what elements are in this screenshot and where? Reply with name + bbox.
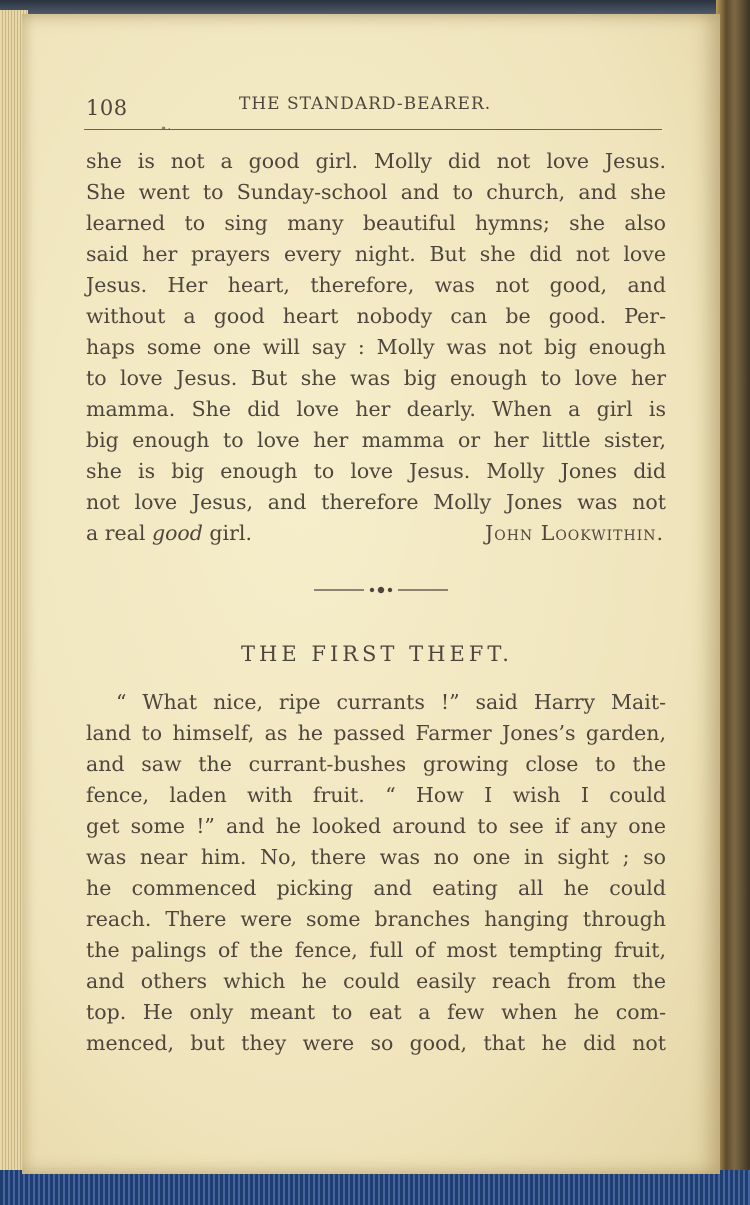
ornament-divider-icon [314, 580, 448, 600]
text-line-last [86, 518, 666, 549]
text-line: she is big enough to love Jesus. Molly Jones did [86, 459, 666, 483]
page-number: 108 [86, 96, 128, 120]
cloth-binding [0, 1170, 750, 1205]
story-body [86, 687, 666, 1059]
text-line: haps some one will say : Molly was not big enough [86, 335, 666, 359]
text-line: big enough to love her mamma or her little sister, [86, 428, 666, 452]
text-line: Jesus. Her heart, therefore, was not good, and [86, 273, 666, 297]
text-line: mamma. She did love her dearly. When a girl is [86, 397, 666, 421]
book-spine-edge [716, 0, 750, 1205]
text-line: menced, but they were so good, that he did not [86, 1031, 666, 1055]
text-line: said her prayers every night. But she did not love [86, 242, 666, 266]
text-line: “ What nice, ripe currants !” said Harry Mait- [116, 690, 666, 714]
text-line: she is not a good girl. Molly did not love Jesus. [86, 149, 666, 173]
text-line: get some !” and he looked around to see if any one [86, 814, 666, 838]
author-signature: John Lookwithin. [485, 521, 664, 545]
text-line: without a good heart nobody can be good. Per- [86, 304, 666, 328]
text-line: land to himself, as he passed Farmer Jones’s garden, [86, 721, 666, 745]
text-line: top. He only meant to eat a few when he com- [86, 1000, 666, 1024]
text-line: learned to sing many beautiful hymns; she also [86, 211, 666, 235]
book-page [22, 14, 720, 1174]
text-line: reach. There were some branches hanging through [86, 907, 666, 931]
ink-mark: •⋅ [160, 122, 172, 136]
text-line: the palings of the fence, full of most tempting fruit, [86, 938, 666, 962]
text-span: a real [86, 521, 152, 545]
header-rule [84, 129, 662, 130]
text-span: girl. [202, 521, 252, 545]
story-ending [86, 146, 666, 549]
text-line: was near him. No, there was no one in sight ; so [86, 845, 666, 869]
top-binding [0, 0, 750, 14]
running-head: THE STANDARD-BEARER. [239, 94, 492, 114]
text-line: and saw the currant-bushes growing close to the [86, 752, 666, 776]
text-line: not love Jesus, and therefore Molly Jones was not [86, 490, 666, 514]
text-line: to love Jesus. But she was big enough to love her [86, 366, 666, 390]
text-line: She went to Sunday-school and to church, and she [86, 180, 666, 204]
text-line: and others which he could easily reach from the [86, 969, 666, 993]
text-line: he commenced picking and eating all he could [86, 876, 666, 900]
section-title: THE FIRST THEFT. [241, 642, 513, 666]
text-line: fence, laden with fruit. “ How I wish I could [86, 783, 666, 807]
emphasis: good [151, 521, 203, 545]
